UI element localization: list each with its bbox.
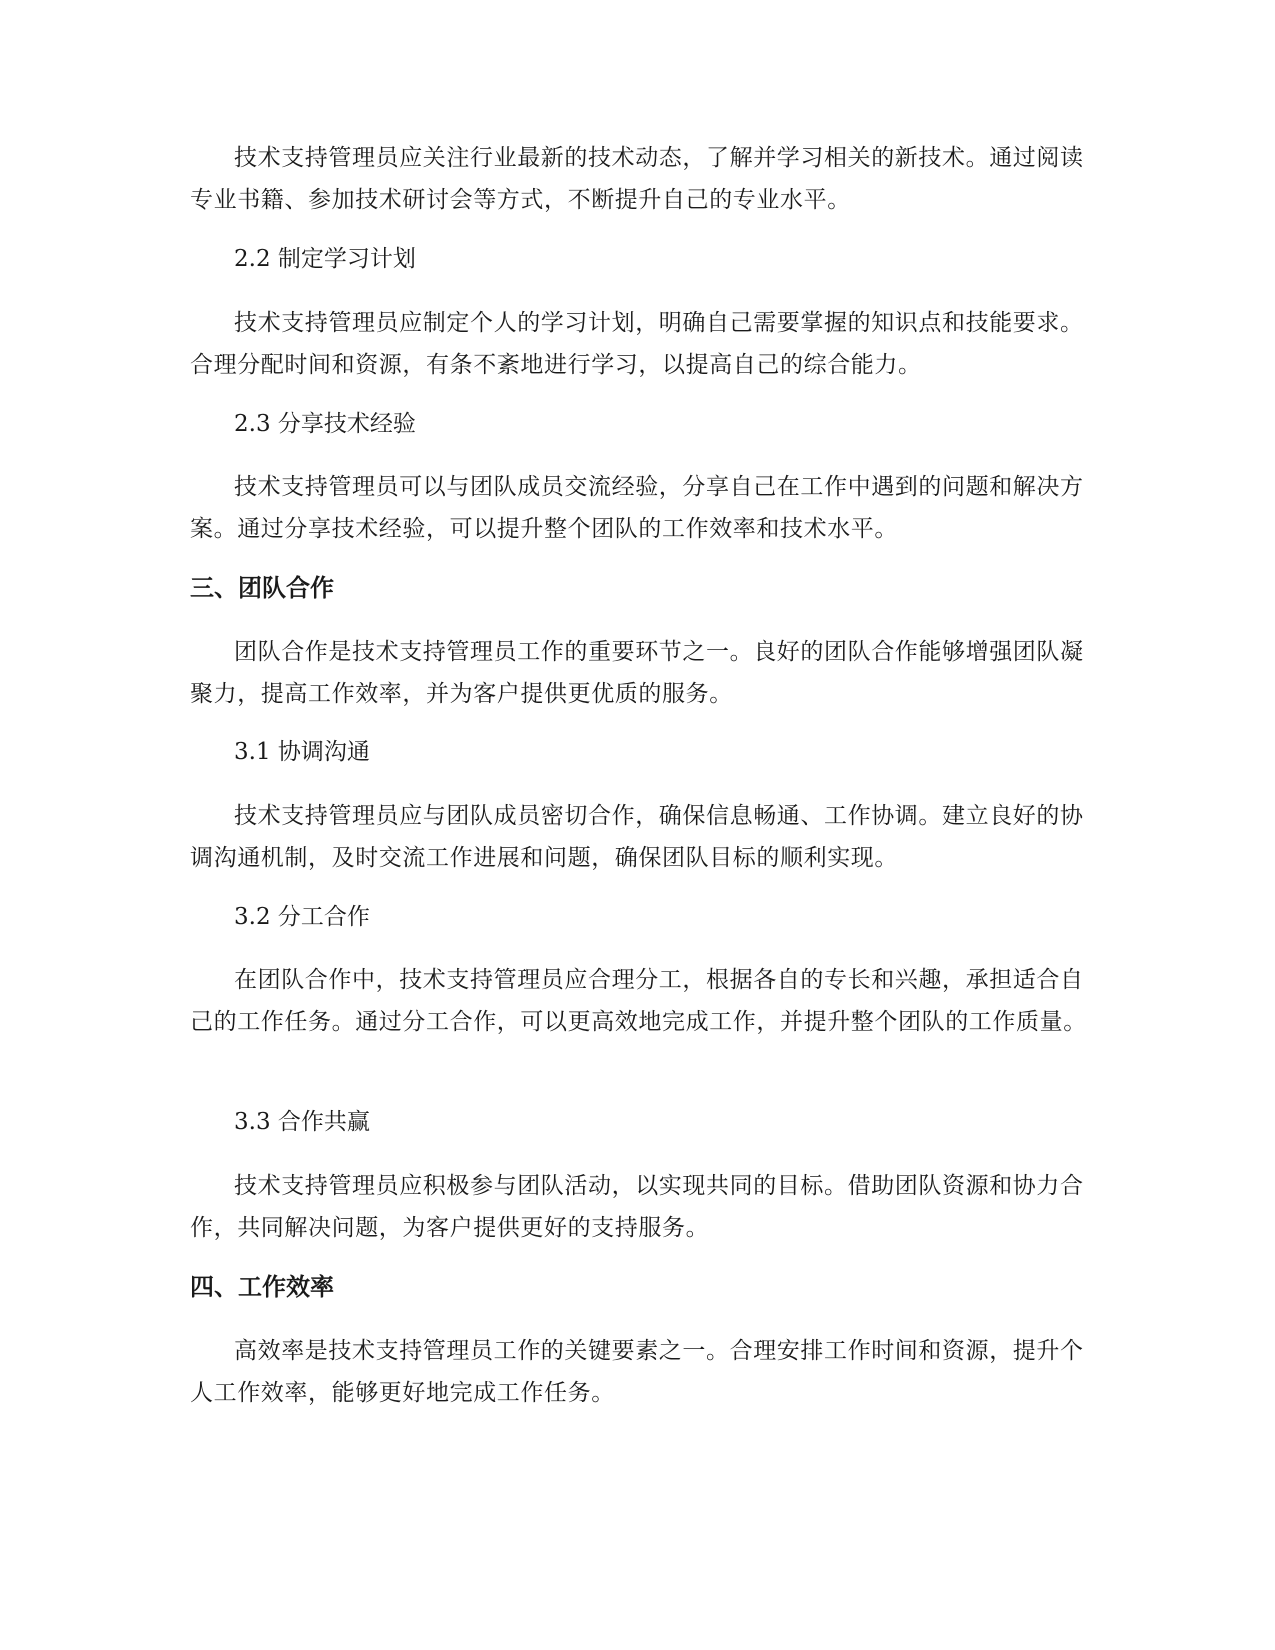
paragraph-division-of-labor: 在团队合作中，技术支持管理员应合理分工，根据各自的专长和兴趣，承担适合自己的工作任务。通过分工合作，可以更高效地完成工作，并提升整个团队的工作质量。: [190, 967, 1087, 1035]
section-heading-efficiency: 四、工作效率: [190, 1273, 334, 1301]
paragraph-win-win: 技术支持管理员应积极参与团队活动，以实现共同的目标。借助团队资源和协力合作，共同解决问题，为客户提供更好的支持服务。: [190, 1173, 1084, 1241]
section-heading-teamwork: 三、团队合作: [190, 574, 334, 602]
paragraph-coordination: 技术支持管理员应与团队成员密切合作，确保信息畅通、工作协调。建立良好的协调沟通机制，及时交流工作进展和问题，确保团队目标的顺利实现。: [190, 803, 1084, 871]
paragraph-teamwork-intro: 团队合作是技术支持管理员工作的重要环节之一。良好的团队合作能够增强团队凝聚力，提高工作效率，并为客户提供更优质的服务。: [190, 639, 1084, 707]
paragraph-tech-trends: 技术支持管理员应关注行业最新的技术动态，了解并学习相关的新技术。通过阅读专业书籍、参加技术研讨会等方式，不断提升自己的专业水平。: [190, 145, 1084, 213]
subheading-3-2: 3.2 分工合作: [234, 904, 370, 930]
subheading-3-3: 3.3 合作共赢: [234, 1109, 370, 1135]
subheading-2-2: 2.2 制定学习计划: [234, 246, 416, 272]
subheading-3-1: 3.1 协调沟通: [234, 739, 370, 765]
paragraph-share-experience: 技术支持管理员可以与团队成员交流经验，分享自己在工作中遇到的问题和解决方案。通过分享技术经验，可以提升整个团队的工作效率和技术水平。: [190, 474, 1084, 542]
subheading-2-3: 2.3 分享技术经验: [234, 411, 416, 437]
paragraph-learning-plan: 技术支持管理员应制定个人的学习计划，明确自己需要掌握的知识点和技能要求。合理分配时间和资源，有条不紊地进行学习，以提高自己的综合能力。: [190, 310, 1084, 378]
paragraph-efficiency-intro: 高效率是技术支持管理员工作的关键要素之一。合理安排工作时间和资源，提升个人工作效率，能够更好地完成工作任务。: [190, 1338, 1084, 1406]
